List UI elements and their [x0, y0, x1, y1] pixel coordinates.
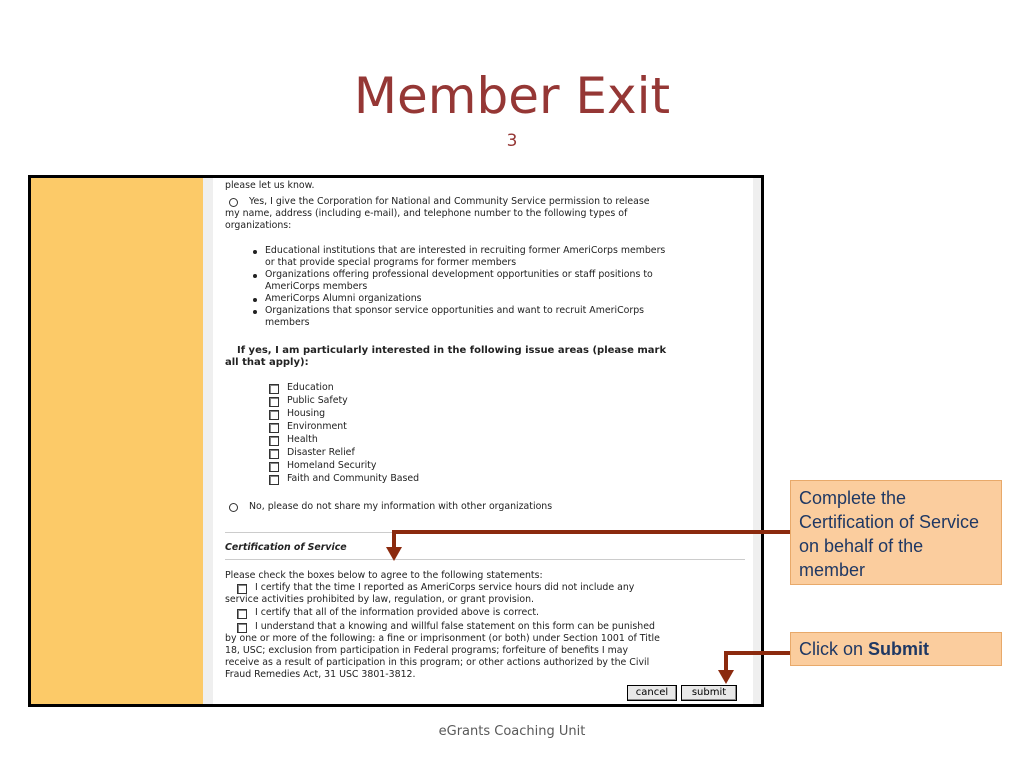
slide-number: 3: [506, 131, 518, 151]
checkbox-faith-community[interactable]: [269, 475, 279, 485]
issue-label-housing: Housing: [287, 408, 326, 419]
submit-callout-bold: Submit: [868, 639, 930, 659]
intro-text: please let us know.: [225, 180, 315, 191]
yes-share-radio[interactable]: [229, 198, 238, 207]
form-screenshot: [28, 175, 764, 707]
right-separator: [753, 178, 761, 704]
submit-callout-prefix: Click on: [799, 639, 869, 659]
issue-label-environment: Environment: [287, 421, 347, 432]
issue-heading-line-2: all that apply):: [225, 357, 309, 368]
yes-option-line-1: Yes, I give the Corporation for National and Community Service permission to release: [249, 196, 650, 207]
checkbox-education[interactable]: [269, 384, 279, 394]
no-share-radio[interactable]: [229, 503, 238, 512]
checkbox-cert-false-statement[interactable]: [237, 623, 247, 633]
certification-arrow-head-icon: [386, 547, 402, 561]
checkbox-disaster-relief[interactable]: [269, 449, 279, 459]
yes-option-line-3: organizations:: [225, 220, 292, 231]
left-separator: [203, 178, 213, 704]
bullet-icon: [253, 298, 257, 302]
checkbox-public-safety[interactable]: [269, 397, 279, 407]
bullet-4-line-2: members: [265, 317, 310, 328]
checkbox-cert-correct[interactable]: [237, 609, 247, 619]
cert-correct-label: I certify that all of the information provided above is correct.: [255, 607, 540, 618]
submit-arrow-head-icon: [718, 670, 734, 684]
bullet-4-line-1: Organizations that sponsor service opportunities and want to recruit AmeriCorps: [265, 305, 645, 316]
submit-button[interactable]: submit: [681, 685, 737, 701]
bullet-icon: [253, 310, 257, 314]
checkbox-environment[interactable]: [269, 423, 279, 433]
bullet-1-line-2: or that provide special programs for former members: [265, 257, 517, 268]
checkbox-health[interactable]: [269, 436, 279, 446]
issue-heading-line-1: If yes, I am particularly interested in the following issue areas (please mark: [237, 345, 667, 356]
slide-title: Member Exit: [353, 67, 671, 125]
bullet-icon: [253, 274, 257, 278]
cert-false-line-3: 18, USC; exclusion from participation in Federal programs; forfeiture of benefits I may: [225, 645, 628, 656]
issue-label-health: Health: [287, 434, 318, 445]
cert-false-line-2: by one or more of the following: a fine or imprisonment (or both) under Section 1001 of Title: [225, 633, 660, 644]
checkbox-cert-hours[interactable]: [237, 584, 247, 594]
checkbox-homeland-security[interactable]: [269, 462, 279, 472]
bullet-icon: [253, 250, 257, 254]
cert-instructions: Please check the boxes below to agree to the following statements:: [225, 570, 543, 581]
no-option-label: No, please do not share my information with other organizations: [249, 501, 553, 512]
section-divider: [225, 559, 745, 560]
submit-arrow-line: [724, 651, 790, 655]
issue-label-faith-community: Faith and Community Based: [287, 473, 420, 484]
bullet-1-line-1: Educational institutions that are interested in recruiting former AmeriCorps members: [265, 245, 666, 256]
cert-false-line-5: Fraud Remedies Act, 31 USC 3801-3812.: [225, 669, 416, 680]
certification-heading: Certification of Service: [225, 542, 347, 553]
issue-label-public-safety: Public Safety: [287, 395, 348, 406]
cert-false-line-4: receive as a result of participation in this program; or other actions authorized by the Civil: [225, 657, 650, 668]
left-nav-panel: [31, 178, 203, 704]
footer-text: eGrants Coaching Unit: [438, 724, 586, 739]
issue-label-disaster-relief: Disaster Relief: [287, 447, 355, 458]
bullet-3-line-1: AmeriCorps Alumni organizations: [265, 293, 422, 304]
cert-hours-line-2: service activities prohibited by law, regulation, or grant provision.: [225, 594, 535, 605]
issue-label-education: Education: [287, 382, 334, 393]
yes-option-line-2: my name, address (including e-mail), and telephone number to the following types of: [225, 208, 628, 219]
bullet-2-line-1: Organizations offering professional development opportunities or staff positions to: [265, 269, 653, 280]
issue-label-homeland-security: Homeland Security: [287, 460, 377, 471]
member-exit-form: [225, 178, 745, 704]
checkbox-housing[interactable]: [269, 410, 279, 420]
submit-callout: [790, 632, 1002, 666]
certification-arrow-line: [392, 530, 790, 534]
bullet-2-line-2: AmeriCorps members: [265, 281, 368, 292]
certification-callout: Complete the Certification of Service on behalf of the member: [790, 480, 1002, 585]
cert-false-line-1: I understand that a knowing and willful false statement on this form can be punished: [255, 621, 655, 632]
cert-hours-line-1: I certify that the time I reported as AmeriCorps service hours did not include any: [255, 582, 635, 593]
cancel-button[interactable]: cancel: [627, 685, 677, 701]
